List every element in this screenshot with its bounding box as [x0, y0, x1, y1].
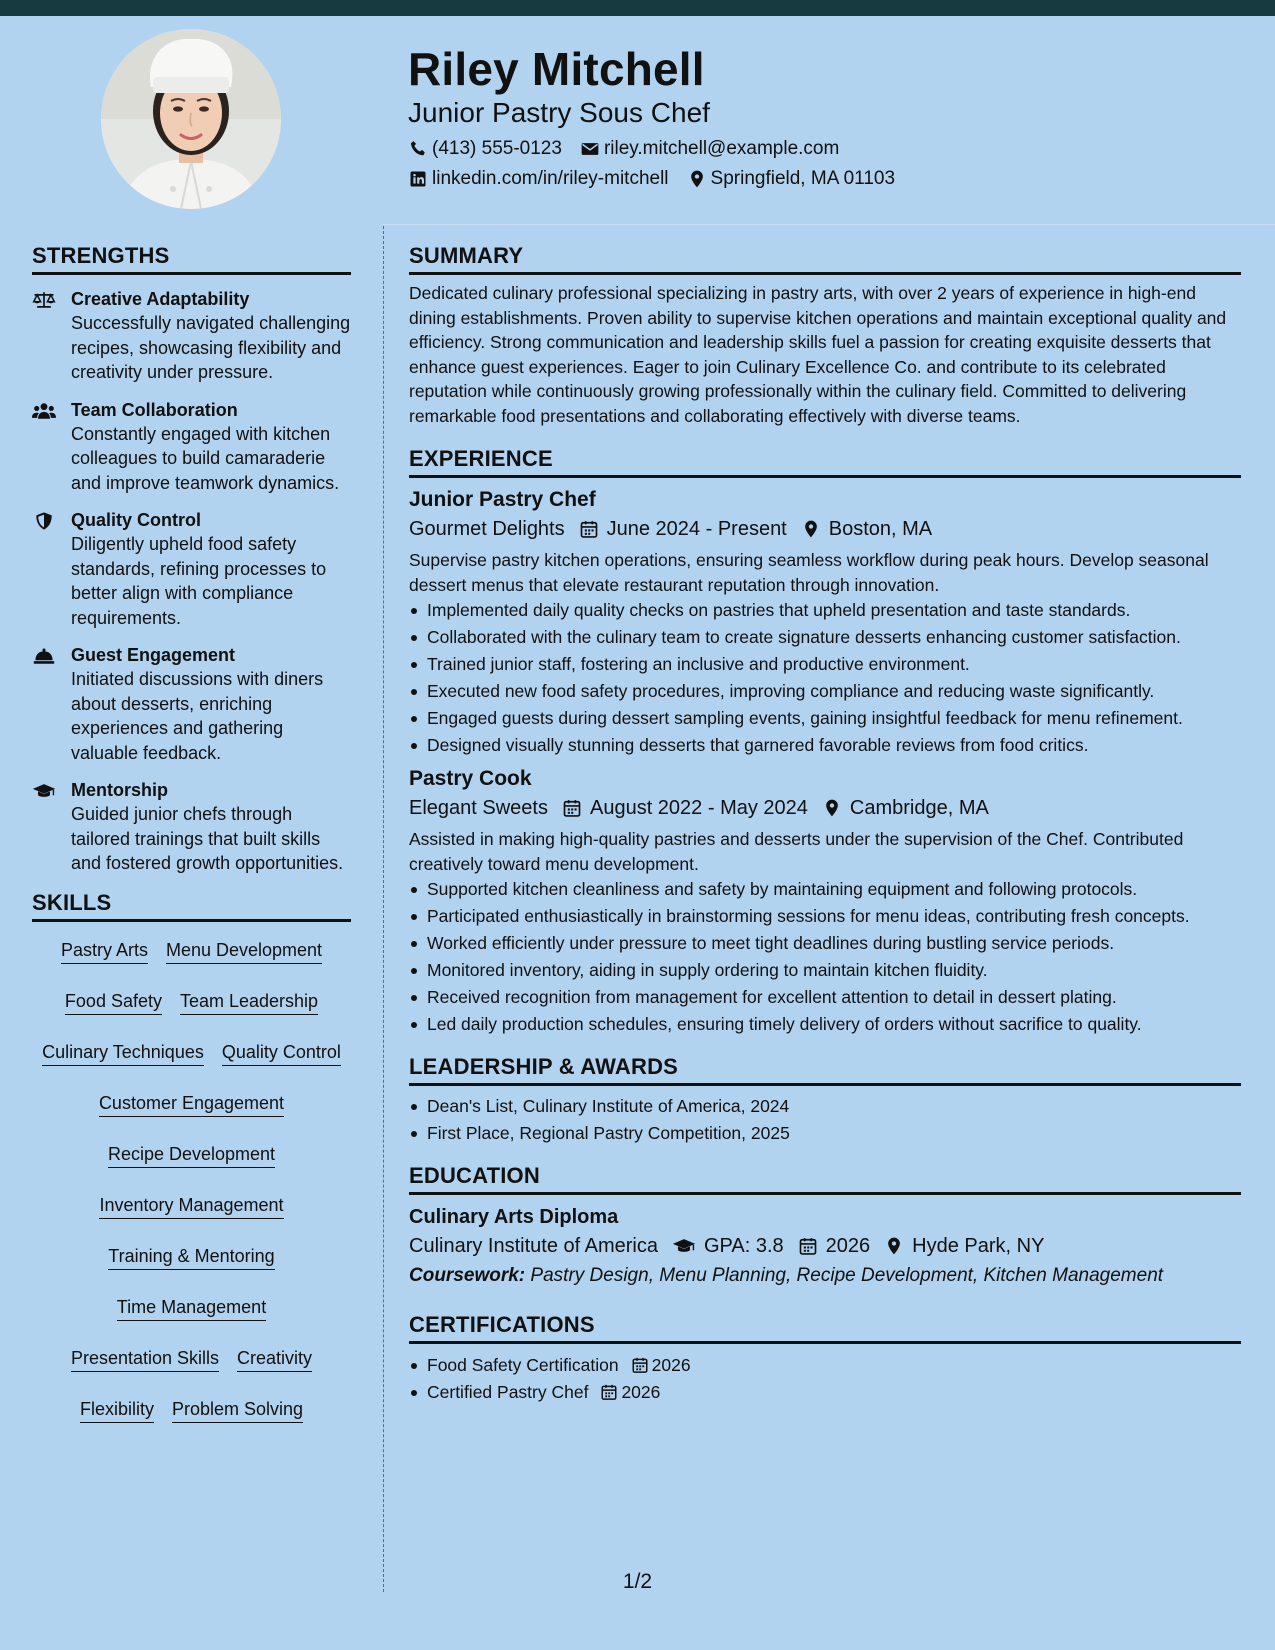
job-bullets: [409, 877, 1241, 1036]
job-desc: Supervise pastry kitchen operations, ensuring seamless workflow during peak hours. Develop seasonal dessert menus that elevate restaurant reputation through innovation.: [409, 550, 1209, 595]
location-contact: [687, 168, 896, 190]
left-column: [32, 242, 351, 1442]
list-item: Supported kitchen cleanliness and safety by maintaining equipment and following protocols.: [409, 877, 1241, 901]
list-item: First Place, Regional Pastry Competition, 2025: [409, 1121, 1241, 1145]
skill-tag: Customer Engagement: [99, 1091, 284, 1117]
skill-tag: Culinary Techniques: [42, 1040, 204, 1066]
list-item: [409, 1353, 1241, 1377]
skills-list: [32, 932, 351, 1442]
calendar-icon: [798, 1236, 818, 1256]
list-item: [409, 1380, 1241, 1404]
summary-text: Dedicated culinary professional specializing in pastry arts, with over 2 years of experience in high-end dining establishments. Proven ability to supervise kitchen operations and maintain exceptional quality and efficiency. Strong communication and leadership skills fuel a passion for creating exquisite desserts that enhance guest experiences. Eager to join Culinary Excellence Co. and contribute to its celebrated reputation while continuously growing professionally within the culinary field. Committed to delivering remarkable food presentations and collaborating effectively with diverse teams.: [409, 283, 1227, 426]
candidate-title: Junior Pastry Sous Chef: [408, 97, 710, 128]
list-item: Executed new food safety procedures, improving compliance and reducing waste significantly.: [409, 679, 1241, 703]
linkedin-icon: [408, 169, 428, 189]
skill-tag: Time Management: [117, 1295, 266, 1321]
strength-desc: Diligently upheld food safety standards, refining processes to better align with compliance requirements.: [71, 534, 327, 628]
education-entry: [409, 1203, 1241, 1291]
envelope-icon: [580, 139, 600, 159]
education-year: [798, 1231, 871, 1261]
graduation-cap-icon: [32, 781, 56, 801]
skill-tag: Creativity: [237, 1346, 312, 1372]
summary-heading: SUMMARY: [409, 242, 1241, 275]
shield-icon: [32, 511, 56, 531]
skill-tag: Pastry Arts: [61, 938, 148, 964]
list-item: Worked efficiently under pressure to meet tight deadlines during bustling service periods.: [409, 931, 1241, 955]
list-item: Participated enthusiastically in brainstorming sessions for menu ideas, contributing fresh concepts.: [409, 904, 1241, 928]
list-item: Dean's List, Culinary Institute of America, 2024: [409, 1094, 1241, 1118]
strength-item: [32, 778, 351, 876]
education-location: [884, 1231, 1044, 1261]
list-item: Led daily production schedules, ensuring timely delivery of orders without sacrifice to quality.: [409, 1012, 1241, 1036]
job-company: Gourmet Delights: [409, 518, 565, 540]
list-item: Implemented daily quality checks on pastries that upheld presentation and taste standards.: [409, 598, 1241, 622]
job-bullets: [409, 598, 1241, 757]
job-meta: [409, 514, 1241, 544]
list-item: Designed visually stunning desserts that garnered favorable reviews from food critics.: [409, 733, 1241, 757]
strength-item: [32, 398, 351, 496]
phone-contact[interactable]: [408, 138, 562, 160]
map-pin-icon: [884, 1236, 904, 1256]
list-item: Monitored inventory, aiding in supply ordering to maintain kitchen fluidity.: [409, 958, 1241, 982]
certifications-list: [409, 1353, 1241, 1404]
candidate-name: Riley Mitchell: [408, 43, 705, 95]
job-dates: [562, 793, 808, 823]
map-pin-icon: [822, 798, 842, 818]
resume-header: [408, 40, 1228, 194]
calendar-icon: [562, 798, 582, 818]
map-pin-icon: [801, 519, 821, 539]
job-entry: [409, 765, 1241, 1036]
education-year-text: 2026: [825, 1235, 871, 1257]
skill-tag: Recipe Development: [108, 1142, 275, 1168]
balance-scale-icon: [32, 290, 56, 310]
skill-tag: Menu Development: [166, 938, 322, 964]
users-icon: [32, 401, 56, 421]
skill-tag: Flexibility: [80, 1397, 154, 1423]
strength-item: [32, 287, 351, 385]
education-heading: EDUCATION: [409, 1162, 1241, 1195]
calendar-icon: [579, 519, 599, 539]
certification-name: Certified Pastry Chef: [427, 1382, 589, 1402]
calendar-icon: [631, 1356, 649, 1374]
skill-tag: Quality Control: [222, 1040, 341, 1066]
contact-row-2: [408, 164, 1228, 194]
skill-tag: Problem Solving: [172, 1397, 303, 1423]
chef-portrait-image: [101, 29, 281, 209]
strength-title: Mentorship: [71, 780, 168, 800]
email-text: riley.mitchell@example.com: [603, 138, 840, 159]
strength-title: Quality Control: [71, 510, 201, 530]
certification-year: 2026: [651, 1355, 691, 1375]
job-role: Pastry Cook: [409, 767, 532, 790]
list-item: Engaged guests during dessert sampling events, gaining insightful feedback for menu refinement.: [409, 706, 1241, 730]
profile-photo: [101, 29, 281, 209]
education-meta: [409, 1231, 1241, 1261]
phone-icon: [408, 139, 428, 159]
strength-title: Creative Adaptability: [71, 289, 250, 309]
strength-title: Team Collaboration: [71, 399, 238, 420]
linkedin-contact[interactable]: [408, 168, 669, 190]
skills-heading: SKILLS: [32, 889, 351, 922]
coursework: [409, 1261, 1241, 1291]
graduation-cap-icon: [672, 1236, 696, 1256]
education-gpa-text: GPA: 3.8: [704, 1235, 784, 1257]
email-contact[interactable]: [580, 138, 839, 160]
education-gpa: [672, 1231, 784, 1261]
job-meta: [409, 793, 1241, 823]
awards-heading: LEADERSHIP & AWARDS: [409, 1053, 1241, 1086]
job-desc: Assisted in making high-quality pastries and desserts under the supervision of the Chef. Contributed creatively toward menu development.: [409, 829, 1184, 874]
awards-list: [409, 1094, 1241, 1145]
coursework-text: Pastry Design, Menu Planning, Recipe Development, Kitchen Management: [530, 1265, 1164, 1286]
job-location: [822, 793, 989, 823]
certification-name: Food Safety Certification: [427, 1355, 619, 1375]
skill-tag: Presentation Skills: [71, 1346, 219, 1372]
job-role: Junior Pastry Chef: [409, 488, 596, 511]
job-dates: [579, 514, 787, 544]
top-bar: [0, 0, 1275, 16]
phone-text: (413) 555-0123: [432, 138, 562, 159]
header-divider: [383, 224, 1275, 225]
education-degree: Culinary Arts Diploma: [409, 1206, 619, 1228]
list-item: Received recognition from management for excellent attention to detail in dessert plating.: [409, 985, 1241, 1009]
job-dates-text: August 2022 - May 2024: [589, 797, 808, 819]
strength-desc: Guided junior chefs through tailored trainings that built skills and fostered growth opportunities.: [71, 804, 344, 873]
certifications-heading: CERTIFICATIONS: [409, 1311, 1241, 1344]
skill-tag: Inventory Management: [99, 1193, 283, 1219]
strength-item: [32, 508, 351, 630]
right-column: [409, 242, 1241, 1407]
strength-desc: Successfully navigated challenging recipes, showcasing flexibility and creativity under pressure.: [71, 313, 351, 382]
location-text: Springfield, MA 01103: [710, 168, 896, 189]
list-item: Collaborated with the culinary team to create signature desserts enhancing customer satisfaction.: [409, 625, 1241, 649]
job-dates-text: June 2024 - Present: [606, 518, 787, 540]
strengths-heading: STRENGTHS: [32, 242, 351, 275]
strength-item: [32, 643, 351, 765]
strengths-list: [32, 287, 351, 876]
education-location-text: Hyde Park, NY: [912, 1235, 1045, 1257]
strength-desc: Constantly engaged with kitchen colleagues to build camaraderie and improve teamwork dynamics.: [71, 423, 340, 493]
job-location: [801, 514, 932, 544]
page-number: 1/2: [622, 1570, 653, 1593]
strength-desc: Initiated discussions with diners about desserts, enriching experiences and gathering valuable feedback.: [71, 669, 324, 763]
experience-heading: EXPERIENCE: [409, 445, 1241, 478]
skill-tag: Training & Mentoring: [108, 1244, 274, 1270]
map-pin-icon: [687, 169, 707, 189]
list-item: Trained junior staff, fostering an inclusive and productive environment.: [409, 652, 1241, 676]
education-school: Culinary Institute of America: [409, 1235, 658, 1257]
service-bell-icon: [32, 646, 56, 666]
job-company: Elegant Sweets: [409, 797, 548, 819]
job-entry: [409, 486, 1241, 757]
calendar-icon: [600, 1383, 618, 1401]
skill-tag: Team Leadership: [180, 989, 318, 1015]
contact-row-1: [408, 134, 1228, 164]
job-location-text: Cambridge, MA: [849, 797, 989, 819]
job-location-text: Boston, MA: [828, 518, 933, 540]
certification-year: 2026: [621, 1382, 661, 1402]
column-divider: [383, 226, 384, 1592]
strength-title: Guest Engagement: [71, 645, 236, 665]
coursework-label: Coursework:: [409, 1265, 526, 1286]
linkedin-text: linkedin.com/in/riley-mitchell: [432, 168, 669, 189]
skill-tag: Food Safety: [65, 989, 162, 1015]
